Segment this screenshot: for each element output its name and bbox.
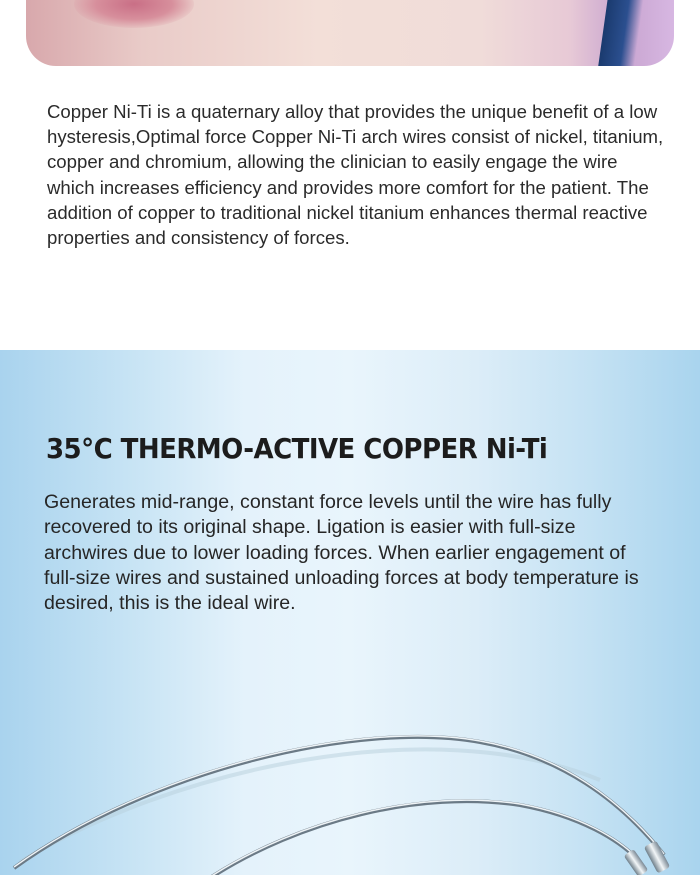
section-title: 35°C THERMO-ACTIVE COPPER Ni-Ti xyxy=(46,432,548,465)
hero-photo xyxy=(26,0,674,66)
intro-paragraph: Copper Ni-Ti is a quaternary alloy that provides the unique benefit of a low hysteresis,Optimal force Copper Ni-Ti arch wires consist of nickel, titanium, copper and chromium, allowing the clinician to easily engage the wire which increases efficiency and provides more comfort for the patient. The addition of copper to traditional nickel titanium enhances thermal reactive properties and consistency of forces. xyxy=(47,101,664,249)
archwire-illustration xyxy=(0,350,700,875)
wire-end-tube xyxy=(644,840,670,873)
thermo-active-section xyxy=(0,350,700,875)
section-description: Generates mid-range, constant force levels until the wire has fully recovered to its original shape. Ligation is easier with full-size archwires due to lower loading forces. When earlier engagement of full-size wires and sustained unloading forces at body temperature is desired, this is the ideal wire. xyxy=(44,491,639,615)
wire-end-tube xyxy=(624,849,649,875)
lower-archwire xyxy=(210,801,640,875)
lower-archwire-highlight xyxy=(210,800,640,875)
hero-photo-lips xyxy=(74,0,194,28)
hero-photo-hair xyxy=(596,0,647,66)
